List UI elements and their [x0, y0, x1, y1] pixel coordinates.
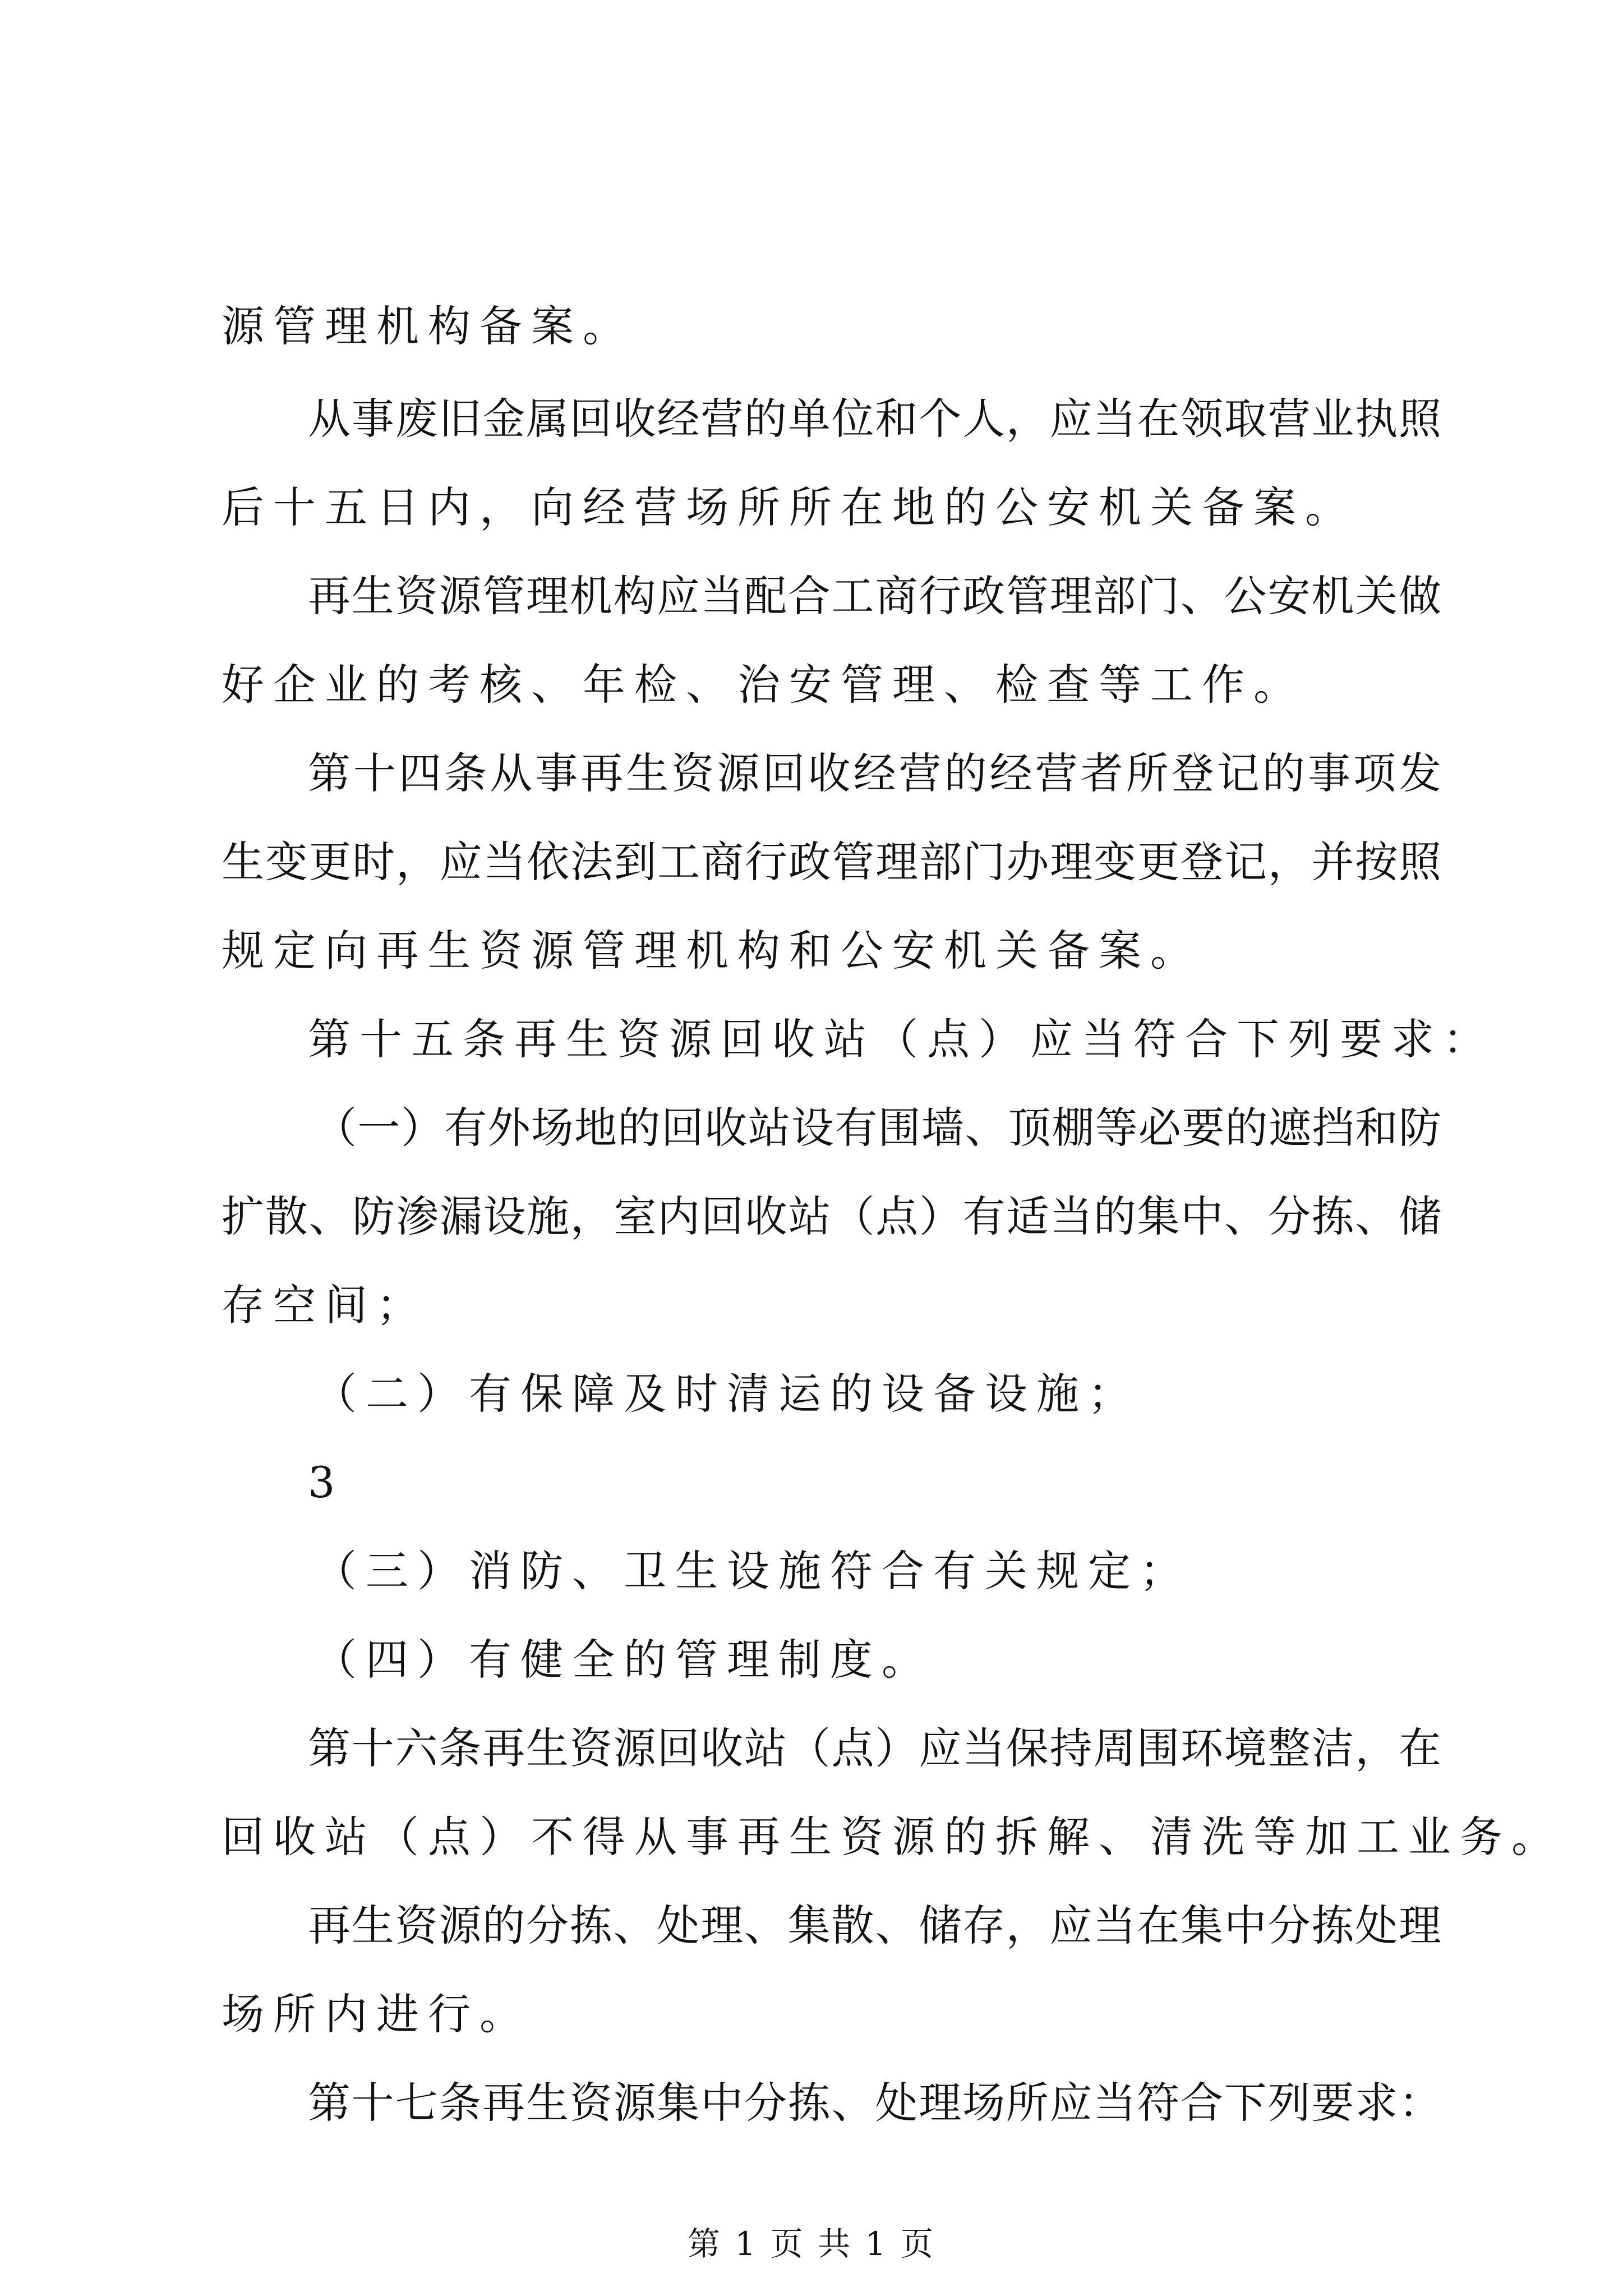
- text-line-12: 存空间；: [222, 1280, 428, 1330]
- text-line-19: 再生资源的分拣、处理、集散、储存，应当在集中分拣处理: [308, 1901, 1441, 1950]
- text-line-10: （一）有外场地的回收站设有围墙、顶棚等必要的遮挡和防: [314, 1103, 1441, 1153]
- text-line-8: 规定向再生资源管理机构和公安机关备案。: [222, 926, 1202, 976]
- text-line-2: 从事废旧金属回收经营的单位和个人，应当在领取营业执照: [308, 394, 1441, 444]
- text-line-11: 扩散、防渗漏设施，室内回收站（点）有适当的集中、分拣、储: [222, 1191, 1441, 1241]
- inline-page-number: 3: [308, 1457, 344, 1507]
- text-line-6: 第十四条从事再生资源回收经营的经营者所登记的事项发: [308, 748, 1441, 798]
- text-line-3: 后十五日内，向经营场所所在地的公安机关备案。: [222, 482, 1357, 532]
- text-line-18: 回收站（点）不得从事再生资源的拆解、清洗等加工业务。: [222, 1812, 1563, 1862]
- text-line-21: 第十七条再生资源集中分拣、处理场所应当符合下列要求：: [308, 2078, 1441, 2128]
- text-line-1: 源管理机构备案。: [222, 301, 634, 351]
- page-footer: 第 1 页 共 1 页: [688, 2225, 935, 2263]
- text-line-15: （三）消防、卫生设施符合有关规定；: [314, 1546, 1191, 1596]
- text-line-17: 第十六条再生资源回收站（点）应当保持周围环境整洁，在: [308, 1723, 1441, 1773]
- text-line-9: 第十五条再生资源回收站（点）应当符合下列要求：: [308, 1014, 1495, 1064]
- text-line-13: （二）有保障及时清运的设备设施；: [314, 1369, 1140, 1419]
- text-line-4: 再生资源管理机构应当配合工商行政管理部门、公安机关做: [308, 571, 1441, 621]
- text-line-7: 生变更时，应当依法到工商行政管理部门办理变更登记，并按照: [222, 837, 1441, 887]
- text-line-16: （四）有健全的管理制度。: [314, 1635, 933, 1685]
- text-line-5: 好企业的考核、年检、治安管理、检查等工作。: [222, 660, 1305, 710]
- text-line-20: 场所内进行。: [222, 1989, 531, 2039]
